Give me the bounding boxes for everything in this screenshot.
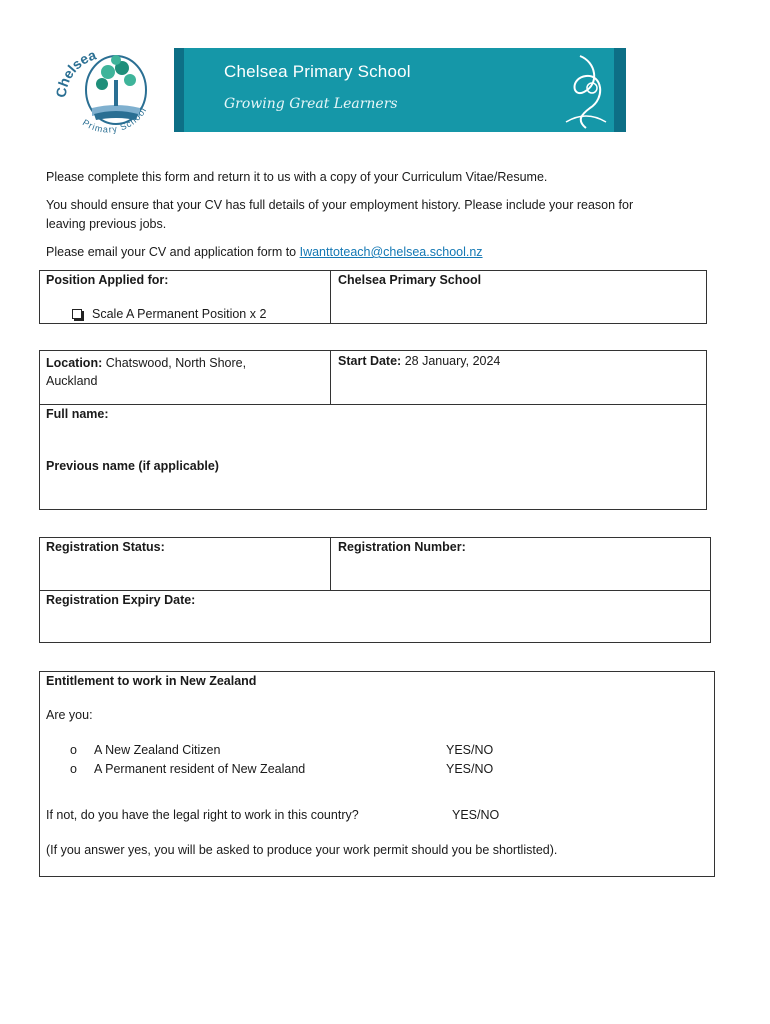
location-field xyxy=(46,354,246,390)
previous-name-label: Previous name (if applicable) xyxy=(46,459,219,473)
music-clef-icon xyxy=(562,48,626,132)
legal-right-answer: YES/NO xyxy=(452,808,500,822)
full-name-label: Full name: xyxy=(46,407,109,421)
start-date-value: 28 January, 2024 xyxy=(404,354,501,368)
start-date-field xyxy=(338,354,500,368)
divider xyxy=(330,270,331,324)
citizen-answer: YES/NO xyxy=(446,743,494,757)
svg-text:Primary School: Primary School xyxy=(80,105,149,134)
checkbox-icon[interactable] xyxy=(72,309,82,319)
divider xyxy=(330,537,331,591)
citizen-label: A New Zealand Citizen xyxy=(94,743,221,757)
location-value-2: Auckland xyxy=(46,374,98,388)
position-option-label: Scale A Permanent Position x 2 xyxy=(92,307,267,321)
email-instruction: Please email your CV and application form to xyxy=(46,245,300,259)
email-link[interactable]: Iwanttoteach@chelsea.school.nz xyxy=(299,245,483,259)
banner-title: Chelsea Primary School xyxy=(224,62,411,81)
location-label: Location: xyxy=(46,356,103,370)
banner-tagline: Growing Great Learners xyxy=(224,96,398,112)
are-you-label: Are you: xyxy=(46,708,93,722)
header-banner xyxy=(174,48,626,132)
registration-status-label: Registration Status: xyxy=(46,540,165,554)
work-permit-note: (If you answer yes, you will be asked to produce your work permit should you be shortlisted). xyxy=(46,843,558,857)
resident-label: A Permanent resident of New Zealand xyxy=(94,762,306,776)
school-logo xyxy=(52,46,160,134)
list-item xyxy=(70,743,220,757)
divider xyxy=(330,350,331,404)
intro-line-1: Please complete this form and return it to us with a copy of your Curriculum Vitae/Resume. xyxy=(46,170,548,184)
legal-right-question: If not, do you have the legal right to work in this country? xyxy=(46,808,359,822)
location-value-1: Chatswood, North Shore, xyxy=(105,356,247,370)
bullet-icon: o xyxy=(70,762,77,776)
position-option[interactable] xyxy=(72,307,266,321)
banner-stripe xyxy=(174,48,184,132)
position-school: Chelsea Primary School xyxy=(338,273,482,287)
list-item xyxy=(70,762,305,776)
intro-line-3 xyxy=(46,243,726,262)
entitlement-title: Entitlement to work in New Zealand xyxy=(46,674,257,688)
position-label: Position Applied for: xyxy=(46,273,169,287)
divider xyxy=(39,590,711,591)
intro-line-2a: You should ensure that your CV has full details of your employment history. Please include your reason for xyxy=(46,198,634,212)
registration-number-label: Registration Number: xyxy=(338,540,466,554)
bullet-icon: o xyxy=(70,743,77,757)
divider xyxy=(39,404,707,405)
intro-line-2b: leaving previous jobs. xyxy=(46,217,167,231)
resident-answer: YES/NO xyxy=(446,762,494,776)
registration-expiry-label: Registration Expiry Date: xyxy=(46,593,196,607)
start-date-label: Start Date: xyxy=(338,354,402,368)
svg-text:Chelsea: Chelsea xyxy=(52,46,99,99)
